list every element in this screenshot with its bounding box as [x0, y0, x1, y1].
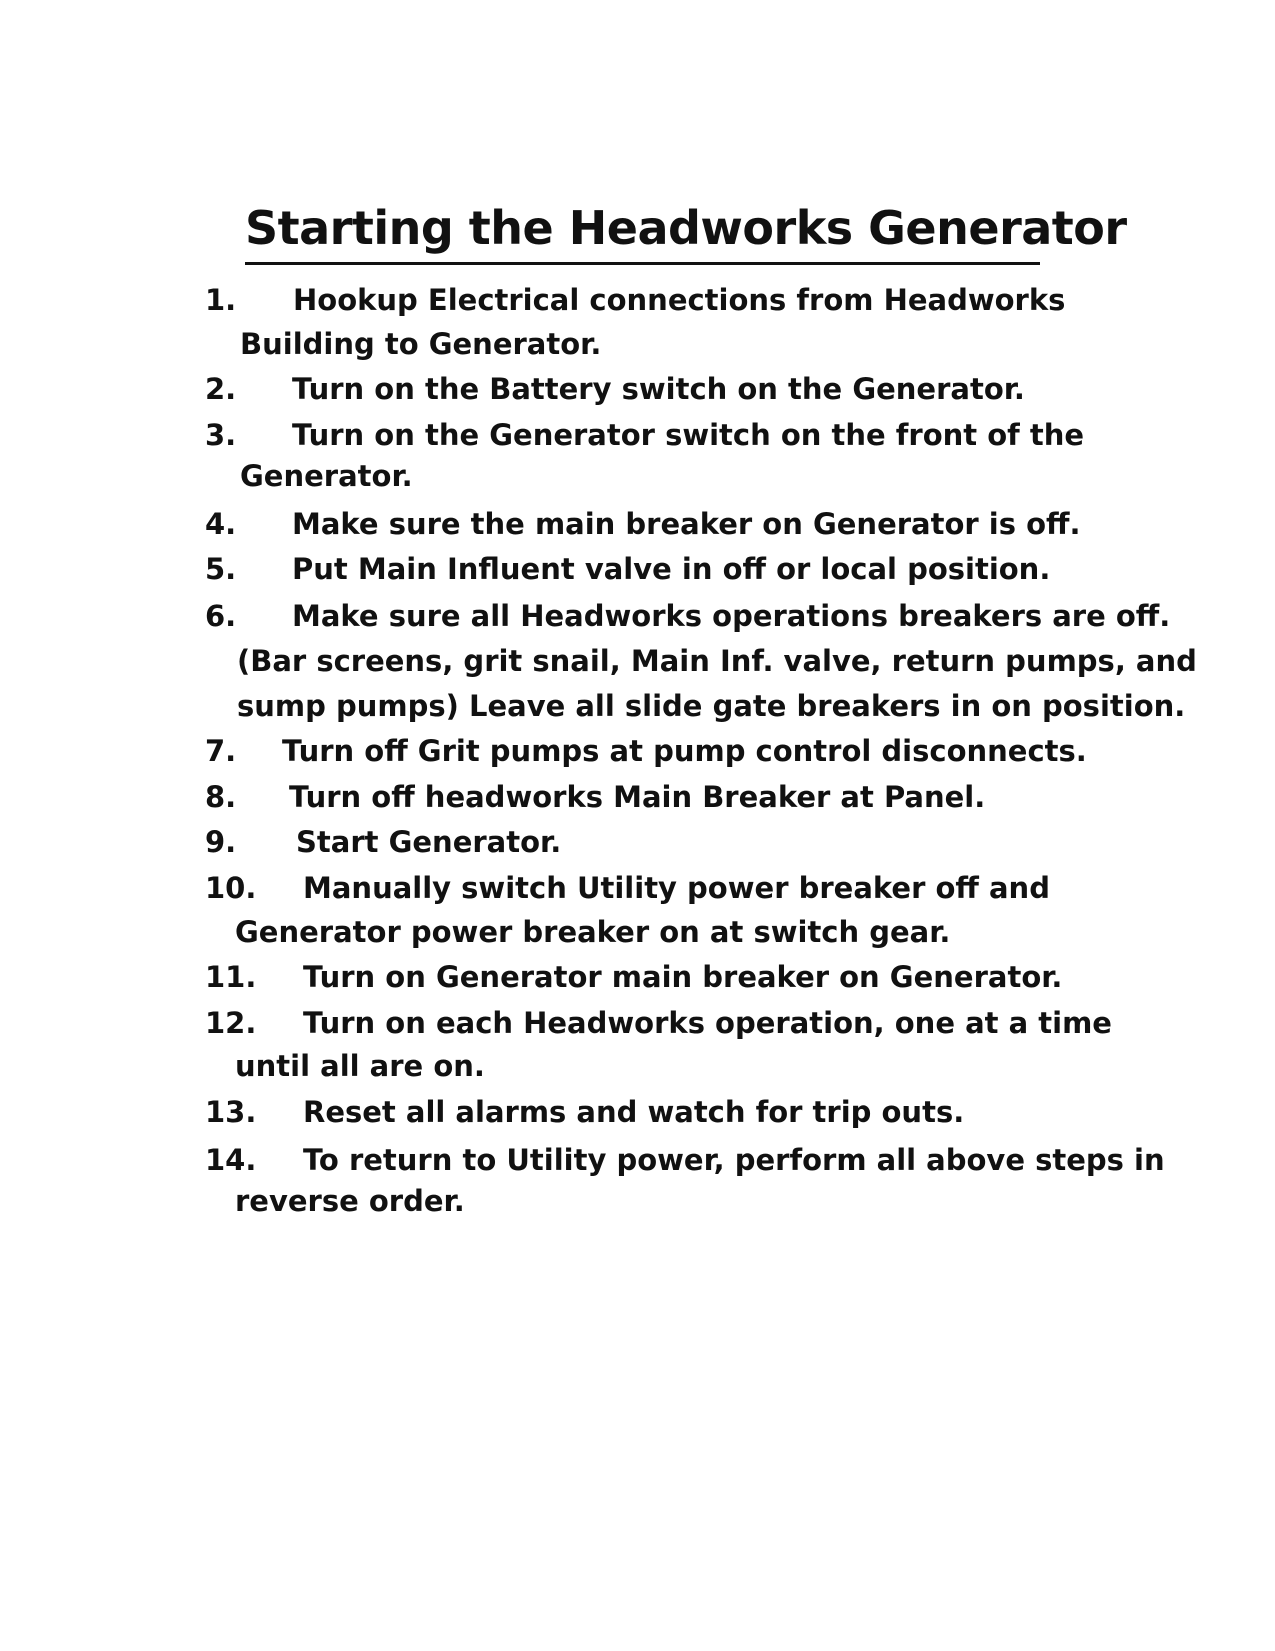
step-text-line: Hookup Electrical connections from Headworks	[293, 283, 1066, 317]
step-text-line: Building to Generator.	[240, 327, 602, 361]
step-text-line: Turn on the Battery switch on the Generator.	[292, 372, 1025, 406]
step-text-line: Make sure the main breaker on Generator is off.	[292, 507, 1081, 541]
step-text-line: sump pumps) Leave all slide gate breakers in on position.	[237, 689, 1186, 723]
step-text-line: reverse order.	[235, 1184, 465, 1218]
step-number: 9.	[205, 825, 237, 859]
step-text-line: Put Main Influent valve in off or local position.	[292, 552, 1051, 586]
step-number: 11.	[205, 960, 257, 994]
step-text-line: Generator.	[240, 459, 413, 493]
step-text-line: Generator power breaker on at switch gear.	[235, 915, 951, 949]
step-number: 4.	[205, 507, 237, 541]
step-number: 6.	[205, 599, 237, 633]
step-number: 2.	[205, 372, 237, 406]
step-text-line: Turn on Generator main breaker on Generator.	[303, 960, 1063, 994]
step-number: 1.	[205, 283, 237, 317]
step-number: 14.	[205, 1143, 257, 1177]
step-text-line: (Bar screens, grit snail, Main Inf. valve, return pumps, and	[237, 644, 1197, 678]
step-text-line: Make sure all Headworks operations breakers are off.	[292, 599, 1171, 633]
step-text-line: Turn off headworks Main Breaker at Panel.	[289, 780, 986, 814]
step-text-line: Turn on the Generator switch on the front of the	[292, 418, 1085, 452]
step-text-line: Turn off Grit pumps at pump control disconnects.	[282, 734, 1087, 768]
step-text-line: until all are on.	[235, 1049, 485, 1083]
step-number: 12.	[205, 1006, 257, 1040]
step-text-line: Start Generator.	[296, 825, 562, 859]
step-text-line: Reset all alarms and watch for trip outs.	[303, 1095, 965, 1129]
step-number: 8.	[205, 780, 237, 814]
step-number: 3.	[205, 418, 237, 452]
step-text-line: Turn on each Headworks operation, one at a time	[303, 1006, 1112, 1040]
page-title: Starting the Headworks Generator	[245, 201, 1127, 255]
step-number: 5.	[205, 552, 237, 586]
step-text-line: To return to Utility power, perform all above steps in	[303, 1143, 1165, 1177]
step-number: 13.	[205, 1095, 257, 1129]
step-text-line: Manually switch Utility power breaker off and	[303, 871, 1050, 905]
step-number: 7.	[205, 734, 237, 768]
step-number: 10.	[205, 871, 257, 905]
